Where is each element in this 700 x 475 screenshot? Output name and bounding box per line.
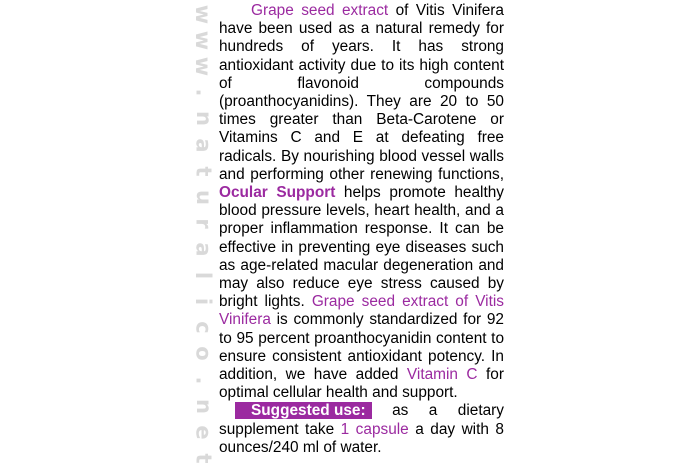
vertical-watermark <box>191 0 216 475</box>
suggested-use-badge: Suggested use: <box>235 402 372 419</box>
watermark-char: o <box>191 346 216 362</box>
usage-text-2: a day with 8 ounces/240 ml of water. <box>219 420 504 456</box>
watermark-char: c <box>191 321 216 335</box>
watermark-char: t <box>191 453 216 464</box>
dose-term: 1 capsule <box>340 420 409 438</box>
watermark-char: a <box>191 242 216 257</box>
watermark-char: t <box>191 166 216 177</box>
watermark-char: w <box>191 4 216 25</box>
description-text-4: for optimal cellular health and support. <box>219 366 504 402</box>
product-name: Ocular Support <box>219 184 336 202</box>
watermark-char: . <box>191 88 216 97</box>
product-description <box>219 2 504 457</box>
description-paragraph <box>219 2 504 402</box>
watermark-char: i <box>191 298 216 306</box>
vitamin-c-term: Vitamin C <box>406 366 478 384</box>
watermark-char: n <box>191 398 216 414</box>
grape-seed-extract-term: Grape seed extract <box>251 2 389 19</box>
description-text-2: helps promote healthy blood pressure levels, heart health, and a proper inflammation response. It can be effective in preventing eye diseases such as age-related macular degeneration and may also reduce eye stress caused by bright lights. <box>219 184 504 311</box>
description-text-3: is commonly standardized for 92 to 95 percent proanthocyanidin content to ensure consistent antioxidant potency. In addition, we have added <box>219 311 504 384</box>
usage-paragraph <box>219 402 504 457</box>
grape-seed-extract-term-2: Grape seed extract of Vitis Vinifera <box>219 293 504 329</box>
watermark-char: e <box>191 425 216 440</box>
watermark-char: w <box>191 57 216 77</box>
description-text-1: of Vitis Vinifera have been used as a natural remedy for hundreds of years. It has strong antioxidant activity due to its high content of flavonoid compounds (proanthocyanidins). They are 20 to 50 times greater than Beta-Carotene or Vitamins C and E at defeating free radicals. By nourishing blood vessel walls and performing other renewing functions, <box>219 2 504 183</box>
watermark-char: n <box>191 111 216 127</box>
watermark-char: . <box>191 376 216 385</box>
watermark-char: l <box>191 271 216 280</box>
watermark-char: r <box>191 218 216 229</box>
watermark-char: a <box>191 137 216 153</box>
usage-text-1: as a dietary supplement take <box>219 402 504 438</box>
watermark-char: u <box>191 189 216 205</box>
watermark-char: w <box>191 30 216 51</box>
